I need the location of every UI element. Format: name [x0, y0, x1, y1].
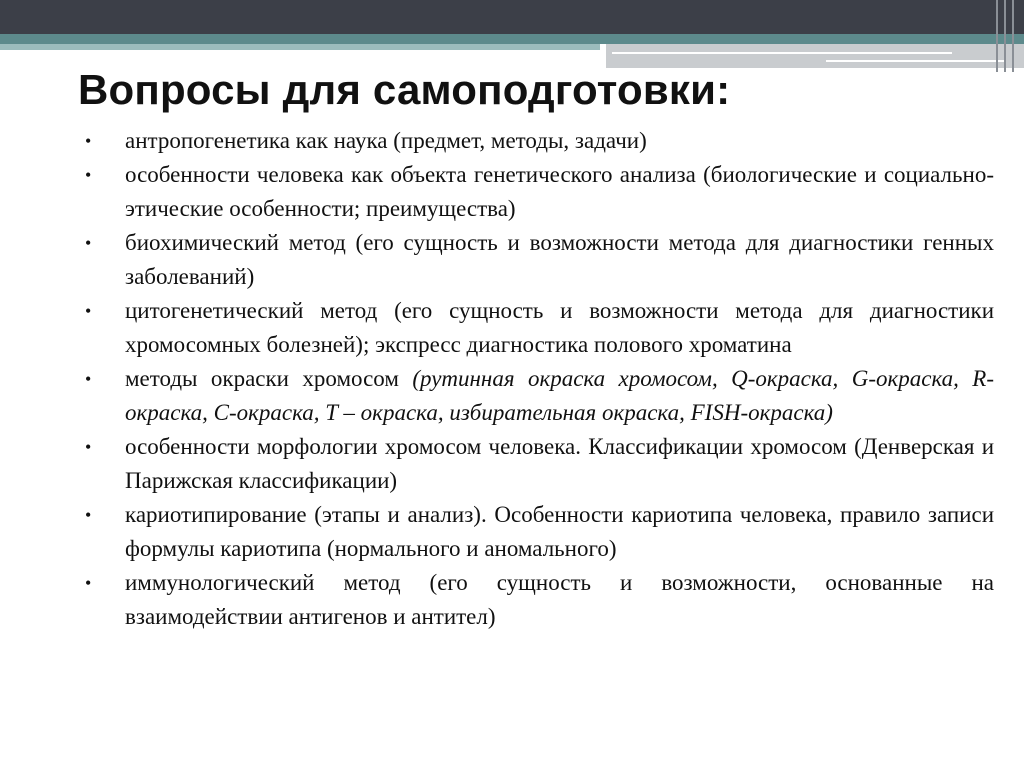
- list-item: [80, 498, 994, 566]
- slide-title: Вопросы для самоподготовки:: [78, 66, 731, 113]
- bullet-icon: •: [85, 437, 92, 457]
- list-item: [80, 124, 994, 158]
- list-item: [80, 430, 994, 498]
- bullet-icon: •: [85, 505, 92, 525]
- list-item: [80, 362, 994, 430]
- bullet-icon: •: [85, 165, 92, 185]
- item-text: особенности человека как объекта генетического анализа (биологические и социально-этические особенности; преимущества): [125, 162, 994, 221]
- header-band-teal-light: [0, 44, 600, 50]
- bullet-icon: •: [85, 233, 92, 253]
- item-text: антропогенетика как наука (предмет, методы, задачи): [125, 128, 647, 153]
- item-text: иммунологический метод (его сущность и возможности, основанные на взаимодействии антигенов и антител): [125, 570, 994, 629]
- list-item: [80, 226, 994, 294]
- header-decor-line: [612, 52, 952, 54]
- header-decor-line: [826, 60, 1006, 62]
- item-text: кариотипирование (этапы и анализ). Особенности кариотипа человека, правило записи формулы кариотипа (нормального и аномального): [125, 502, 994, 561]
- bullet-icon: •: [85, 369, 92, 389]
- item-text-italic: (рутинная окраска хромосом, Q-окраска, G-окраска, R-окраска, C-окраска, T – окраска, избирательная окраска, FISH-окраска): [125, 366, 995, 425]
- header-band-gray: [606, 44, 1024, 68]
- header-band-teal: [0, 34, 1024, 44]
- bullet-icon: •: [85, 573, 92, 593]
- header-decor-stripe: [1004, 0, 1006, 72]
- header-decor-stripe: [996, 0, 998, 72]
- item-text: цитогенетический метод (его сущность и возможности метода для диагностики хромосомных болезней); экспресс диагностика полового хроматина: [125, 298, 994, 357]
- bullet-icon: •: [85, 301, 92, 321]
- list-item: [80, 294, 994, 362]
- item-text: биохимический метод (его сущность и возможности метода для диагностики генных заболеваний): [125, 230, 994, 289]
- list-item: [80, 158, 994, 226]
- item-text: методы окраски хромосом: [125, 366, 413, 391]
- item-text: особенности морфологии хромосом человека. Классификации хромосом (Денверская и Парижская классификации): [125, 434, 994, 493]
- header-decor-stripe: [1012, 0, 1014, 72]
- questions-list: [80, 124, 994, 634]
- list-item: [80, 566, 994, 634]
- bullet-icon: •: [85, 131, 92, 151]
- header-band-dark: [0, 0, 1024, 34]
